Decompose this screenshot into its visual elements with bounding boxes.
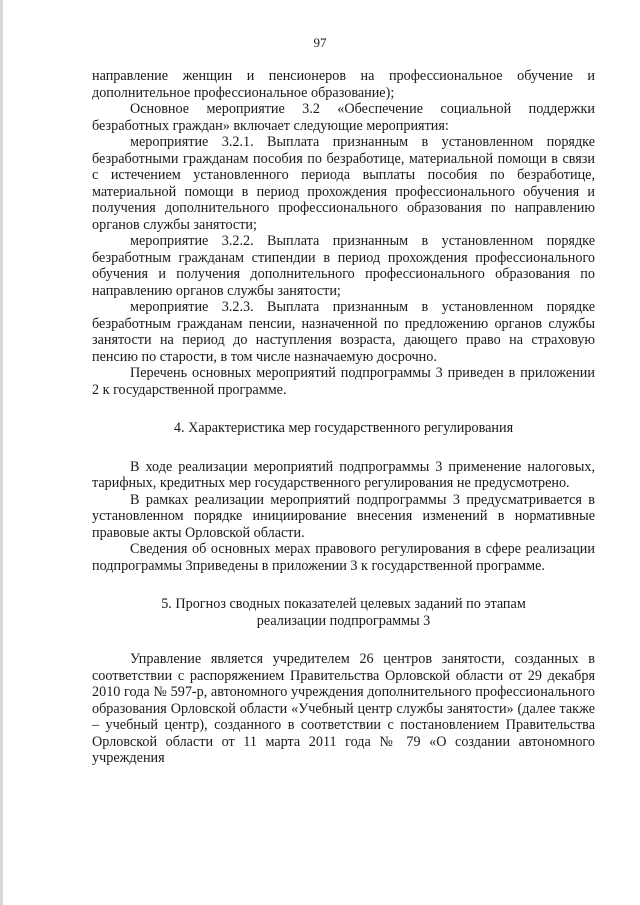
paragraph-3: мероприятие 3.2.1. Выплата признанным в установленном порядке безработными гражданам пособия по безработице, материальной помощи в связи с истечением установленного периода выплаты пособия по безработице, материальной помощи в период прохождения профессионального обучения и получения дополнительного профессионального образования по направлению органов службы занятости; [92,134,595,233]
paragraph-4: мероприятие 3.2.2. Выплата признанным в установленном порядке безработным гражданам стипендии в период прохождения профессионального обучения и получения дополнительного профессионального образования по направлению органов службы занятости; [92,233,595,299]
paragraph-5: мероприятие 3.2.3. Выплата признанным в установленном порядке безработным гражданам пенсии, назначенной по предложению органов службы занятости на период до наступления возраста, дающего право на страховую пенсию по старости, в том числе назначаемую досрочно. [92,299,595,365]
document-body [92,68,595,767]
paragraph-1: направление женщин и пенсионеров на профессиональное обучение и дополнительное профессиональное образование); [92,68,595,101]
paragraph-9: Сведения об основных мерах правового регулирования в сфере реализации подпрограммы 3приведены в приложении 3 к государственной программе. [92,541,595,574]
paragraph-2: Основное мероприятие 3.2 «Обеспечение социальной поддержки безработных граждан» включает следующие мероприятия: [92,101,595,134]
section-heading-4: 4. Характеристика мер государственного регулирования [173,420,514,436]
section-heading-5-line-1: 5. Прогноз сводных показателей целевых заданий по этапам [161,596,526,612]
scan-edge-mark [0,0,3,905]
paragraph-10: Управление является учредителем 26 центров занятости, созданных в соответствии с распоряжением Правительства Орловской области от 29 декабря 2010 года № 597-р, автономного учреждения дополнительного профессионального образования Орловской области «Учебный центр службы занятости» (далее также – учебный центр), созданного в соответствии с постановлением Правительства Орловской области от 11 марта 2011 года № 79 «О создании автономного учреждения [92,651,595,766]
paragraph-7: В ходе реализации мероприятий подпрограммы 3 применение налоговых, тарифных, кредитных мер государственного регулирования не предусмотрено. [92,458,595,491]
paragraph-8: В рамках реализации мероприятий подпрограммы 3 предусматривается в установленном порядке инициирование внесения изменений в нормативные правовые акты Орловской области. [92,491,595,541]
section-heading-5-line-2: реализации подпрограммы 3 [256,612,431,629]
paragraph-6: Перечень основных мероприятий подпрограммы 3 приведен в приложении 2 к государственной программе. [92,365,595,398]
page-number: 97 [313,35,327,50]
